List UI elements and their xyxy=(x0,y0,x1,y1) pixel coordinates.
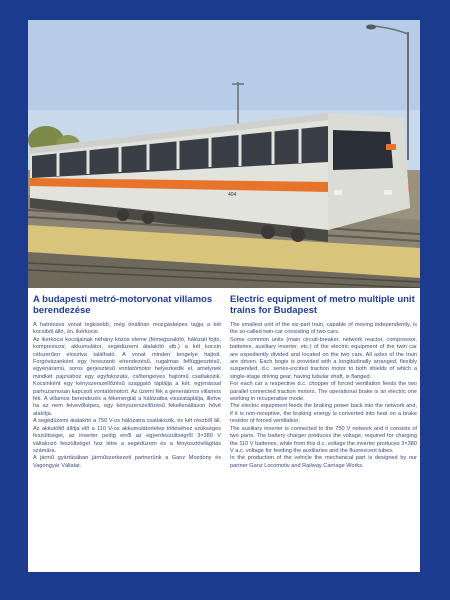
hu-paragraph-4: A jármű gyártásában járműszerkezeti partnerünk a Ganz Mozdony és Vagongyár Vállalat. xyxy=(33,455,221,469)
en-paragraph-6: In the production of the vehicle the mechanical part is designed by our partner Ganz Locomotiv and Railway Carriage Works. xyxy=(230,455,417,469)
en-paragraph-5: The auxiliary inverter is connected to the 750 V network and it consists of two parts. The battery charger produces the voltage, required for charging the 110 V batteries, while from this d.c. voltage the inverter produces 3×380 V a.c. voltage for feeding the auxiliaries and the fluorescent tubes. xyxy=(230,425,417,454)
en-paragraph-3: For each car a respective d.c. chopper of forced ventilation feeds the two parallel connected traction motors. The operational brake is an electric one working in recuperative mode. xyxy=(230,381,417,403)
en-paragraph-1: The smallest unit of the six-part train, capable of moving independently, is the so-called twin-car consisting of two cars. xyxy=(230,322,417,336)
en-paragraph-4: The electric equipment feeds the braking power back into the network and, if it is non-receptive, the braking energy is converted into heat on a brake resistor of forced ventilation. xyxy=(230,403,417,425)
en-paragraph-2: Some common units (main circuit-breaker, network reactor, compressor, batteries, auxiliary inverter, etc.) of the electric equipment of the twin car are expediently divided and located on the two cars. All axles of the train are driven. Each bogie is provided with a longitudinally arranged, flexibly suspended, d.c. series-excited traction motor to both shields of which a single-stage driving gear, having tubular shaft, is flanged. xyxy=(230,336,417,380)
brochure-page xyxy=(28,20,420,572)
english-column xyxy=(230,294,417,470)
hungarian-column xyxy=(33,294,221,470)
hungarian-title: A budapesti metró-motorvonat villamos berendezése xyxy=(33,294,213,316)
hu-paragraph-3: A segédüzemi átalakító a 750 V-os hálózatra csatlakozik, és két részből áll. Az akkutöltő állítja elő a 110 V-os akkumulátortelep töltéséhez szükséges feszültséget, az inverter pedig erről az egyenfeszültségről 3×380 V váltakozó feszültséget hoz létre a segédüzem és a fényosztóvilágítás számára. xyxy=(33,418,221,454)
english-title: Electric equipment of metro multiple unit trains for Budapest xyxy=(230,294,415,316)
hu-paragraph-1: A hatrészes vonat legkisebb, még önállóan mozgásképes tagja a két kocsiból álló, ún. ikerkocsi. xyxy=(33,322,221,336)
car-number: 404 xyxy=(228,192,237,198)
metro-train-photo xyxy=(28,20,420,288)
metro-train-illustration xyxy=(28,20,420,288)
hu-paragraph-2: Az ikerkocsi kocsijainak néhány közös eleme (fémegszakító, hálózati fojtó, kompresszor, akkumulátor, segédüzemi átalakító stb.) a két kocsin célszerűen elosztva található. A vonat minden tengelye hajtott. Forgóvázanként egy hosszanti elrendezésű, rugalmas felfüggesztésű, egyenáramú, soros gerjesztésű vontatómotor helyezkedik el, amelynek mindkét pajzsához egy egyfokozatú, csőtengelyes hajtómű csatlakozik. Kocsinként egy kényszerszellőzésű szaggató táplálja a két, egymással párhuzamosan kapcsolt vontatómotort. Az üzemi fék a generátoros villamos fék. A villamos berendezés a fékenergiát a hálózatba visszatáplálja, illetve ha az nem felvevőképes, egy kényszerszellőzésű fékellenálláson hővé alakítja. xyxy=(33,336,221,417)
